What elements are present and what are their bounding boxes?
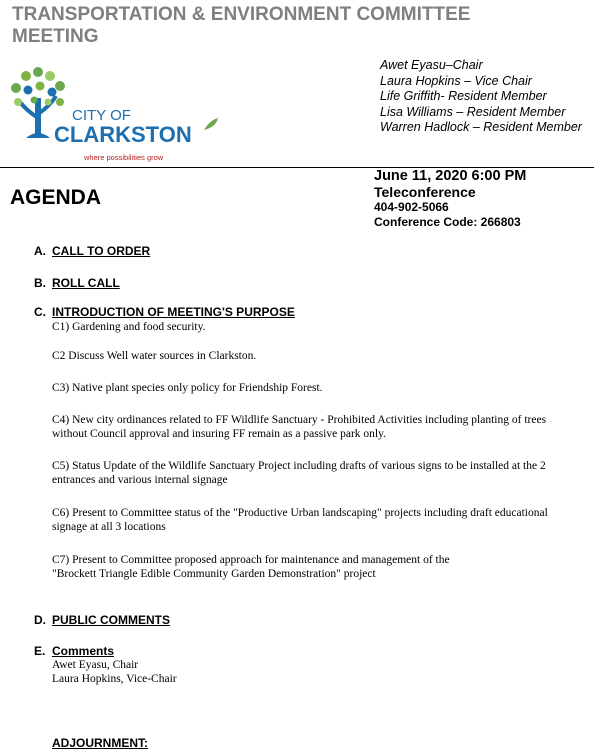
section-title: ROLL CALL	[52, 276, 120, 290]
comments-speakers	[52, 658, 572, 686]
section-letter: E.	[34, 644, 46, 658]
section-letter: B.	[34, 276, 46, 290]
agenda-item-c4: C4) New city ordinances related to FF Wildlife Sanctuary - Prohibited Activities including planting of trees without Council approval and insuring FF remain as a passive park only.	[52, 414, 547, 440]
section-letter: A.	[34, 244, 46, 258]
agenda-item-c3: C3) Native plant species only policy for Friendship Forest.	[52, 382, 323, 394]
meeting-code: Conference Code: 266803	[374, 215, 521, 229]
logo-clarkston: CLARKSTON	[54, 122, 192, 147]
section-title: Comments	[52, 644, 115, 658]
agenda-heading: AGENDA	[10, 186, 102, 209]
section-letter: D.	[34, 613, 46, 627]
committee-members	[380, 58, 582, 136]
meeting-type: Teleconference	[374, 184, 476, 200]
meeting-details	[374, 168, 526, 230]
section-comments	[34, 644, 114, 658]
agenda-item-c5: C5) Status Update of the Wildlife Sanctuary Project including drafts of various signs to be installed at the 2 entrances and various internal signage	[52, 460, 546, 486]
document-title	[12, 4, 492, 48]
member-line: Laura Hopkins – Vice Chair	[380, 73, 532, 88]
title-line-1: TRANSPORTATION & ENVIRONMENT COMMITTEE	[12, 4, 471, 25]
agenda-item-c6: C6) Present to Committee status of the "Productive Urban landscaping" projects including draft educational signage at all 3 locations	[52, 507, 548, 533]
section-letter: C.	[34, 305, 46, 319]
leaf-icon	[204, 118, 218, 130]
logo-tagline: where possibilities grow	[84, 153, 164, 162]
member-line: Life Griffith- Resident Member	[380, 89, 547, 103]
member-line: Lisa Williams – Resident Member	[380, 104, 566, 119]
logo-city-of: CITY OF	[72, 107, 131, 124]
meeting-phone: 404-902-5066	[374, 200, 449, 214]
comment-speaker: Laura Hopkins, Vice-Chair	[52, 673, 177, 685]
comment-speaker: Awet Eyasu, Chair	[52, 659, 139, 671]
meeting-date-time: June 11, 2020 6:00 PM	[374, 168, 527, 184]
section-roll-call	[34, 276, 120, 290]
adjournment-heading: ADJOURNMENT:	[52, 736, 148, 750]
section-introduction	[34, 305, 295, 319]
section-title: INTRODUCTION OF MEETING'S PURPOSE	[52, 305, 295, 319]
agenda-item-c7: C7) Present to Committee proposed approach for maintenance and management of the "Brockett Triangle Edible Community Garden Demonstration" project	[52, 554, 450, 580]
section-title: CALL TO ORDER	[52, 244, 151, 258]
section-call-to-order	[34, 244, 150, 258]
member-line: Warren Hadlock – Resident Member	[380, 120, 582, 134]
city-logo	[8, 66, 223, 164]
agenda-item-c2: C2 Discuss Well water sources in Clarkston.	[52, 350, 257, 362]
section-title: PUBLIC COMMENTS	[52, 613, 170, 627]
member-line: Awet Eyasu–Chair	[380, 58, 483, 72]
section-public-comments	[34, 613, 170, 627]
title-line-2: MEETING	[12, 26, 99, 47]
agenda-item-c1: C1) Gardening and food security.	[52, 321, 206, 333]
